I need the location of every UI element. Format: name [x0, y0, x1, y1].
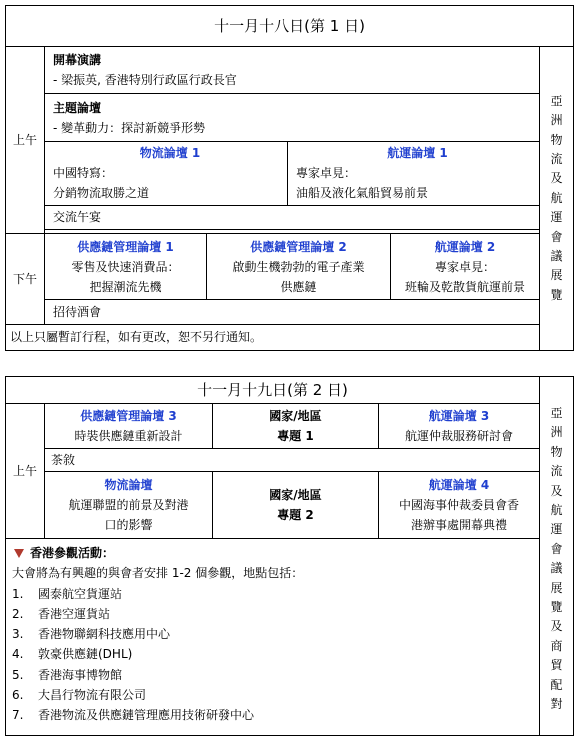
side-char: 及 — [550, 619, 563, 634]
day1-title: 十一月十八日(第 1 日) — [6, 6, 574, 47]
visit-item — [6, 624, 539, 644]
side-char: 物 — [550, 444, 563, 459]
side-char: 運 — [550, 210, 563, 225]
side-char: 洲 — [550, 113, 563, 128]
side-char: 亞 — [550, 406, 563, 420]
side-char: 對 — [550, 697, 563, 712]
day2-title: 十一月十九日(第 2 日) — [6, 377, 540, 404]
visit-intro: 大會將為有興趣的與會者安排 1-2 個參觀，地點包括： — [12, 566, 304, 581]
visit-item-name: 敦豪供應鏈(DHL) — [38, 647, 133, 662]
logistics-forum-1: 物流論壇 1 中國特寫： 分銷物流取勝之道 — [45, 141, 288, 205]
visit-item-name: 香港物聯網科技應用中心 — [38, 627, 171, 642]
side-char: 展 — [550, 580, 563, 595]
schedule-note: 以上只屬暫訂行程，如有更改，恕不另行通知。 — [6, 324, 540, 350]
visit-item-name: 香港物流及供應鏈管理應用技術研發中心 — [38, 708, 255, 723]
visit-item — [6, 705, 539, 725]
visit-list — [6, 584, 539, 726]
side-char: 貿 — [550, 658, 563, 673]
region-topic-2: 國家/地區 專題 2 — [213, 472, 379, 539]
shipping-forum-3: 航運論壇 3 航運仲裁服務研討會 — [379, 404, 540, 449]
side-char: 會 — [550, 541, 563, 556]
visit-item-number: 2. — [12, 606, 24, 621]
visit-item-number: 1. — [12, 586, 24, 601]
side-char: 覽 — [550, 287, 563, 302]
visit-item-name: 香港海事博物館 — [38, 667, 123, 682]
opening-speech: 開幕演講 - 梁振英, 香港特別行政區行政長官 — [45, 47, 540, 94]
visit-item-number: 7. — [12, 708, 24, 723]
side-char: 物 — [550, 132, 563, 147]
visit-item — [6, 644, 539, 664]
pointer-icon — [14, 549, 24, 558]
tea-break: 茶敘 — [45, 449, 540, 472]
side-char: 及 — [550, 171, 563, 186]
supply-chain-forum-3: 供應鏈管理論壇 3 時裝供應鏈重新設計 — [45, 404, 213, 449]
theme-forum: 主題論壇 - 變革動力：探討新競爭形勢 — [45, 94, 540, 141]
supply-chain-forum-1: 供應鏈管理論壇 1 零售及快速消費品： 把握潮流先機 — [45, 234, 207, 300]
side-char: 洲 — [550, 425, 563, 440]
day1-am-label: 上午 — [6, 47, 45, 234]
day1-schedule-table — [5, 5, 574, 351]
visit-item-name: 香港空運貨站 — [38, 606, 111, 621]
supply-chain-forum-2: 供應鏈管理論壇 2 啟動生機勃勃的電子產業 供應鏈 — [207, 234, 391, 300]
visit-item-number: 6. — [12, 688, 24, 703]
shipping-forum-2: 航運論壇 2 專家卓見： 班輪及乾散貨航運前景 — [391, 234, 540, 300]
visit-item-number: 4. — [12, 647, 24, 662]
shipping-forum-4: 航運論壇 4 中國海事仲裁委員會香 港辦事處開幕典禮 — [379, 472, 540, 539]
side-char: 運 — [550, 522, 563, 537]
side-char: 商 — [550, 638, 563, 653]
side-char: 航 — [550, 190, 563, 205]
region-topic-1: 國家/地區 專題 1 — [213, 404, 379, 449]
cocktail-reception: 招待酒會 — [45, 300, 540, 324]
side-char: 及 — [550, 483, 563, 498]
day2-am-label: 上午 — [6, 404, 45, 539]
side-char: 流 — [550, 464, 563, 479]
visit-item-name: 國泰航空貨運站 — [38, 586, 123, 601]
visit-item — [6, 584, 539, 604]
visit-item-number: 5. — [12, 667, 24, 682]
networking-lunch: 交流午宴 — [45, 205, 540, 229]
side-char: 展 — [550, 268, 563, 283]
side-char: 航 — [550, 503, 563, 518]
visit-item — [6, 665, 539, 685]
day2-side-label — [540, 377, 574, 736]
side-char: 議 — [550, 561, 563, 576]
visit-item — [6, 685, 539, 705]
side-char: 會 — [550, 229, 563, 244]
side-char: 配 — [550, 677, 563, 692]
shipping-forum-1: 航運論壇 1 專家卓見： 油船及液化氣船貿易前景 — [288, 141, 540, 205]
visit-item-number: 3. — [12, 627, 24, 642]
side-char: 亞 — [550, 93, 563, 108]
day2-schedule-table — [5, 376, 574, 736]
day1-side-label — [540, 47, 574, 351]
side-char: 覽 — [550, 600, 563, 615]
side-char: 議 — [550, 249, 563, 264]
visit-item — [6, 604, 539, 624]
visit-title: 香港參觀活動： — [6, 543, 539, 563]
day1-pm-label: 下午 — [6, 234, 45, 324]
visit-item-name: 大昌行物流有限公司 — [38, 688, 147, 703]
logistics-forum: 物流論壇 航運聯盟的前景及對港 口的影響 — [45, 472, 213, 539]
hk-visit-section — [6, 539, 540, 736]
side-char: 流 — [550, 151, 563, 166]
